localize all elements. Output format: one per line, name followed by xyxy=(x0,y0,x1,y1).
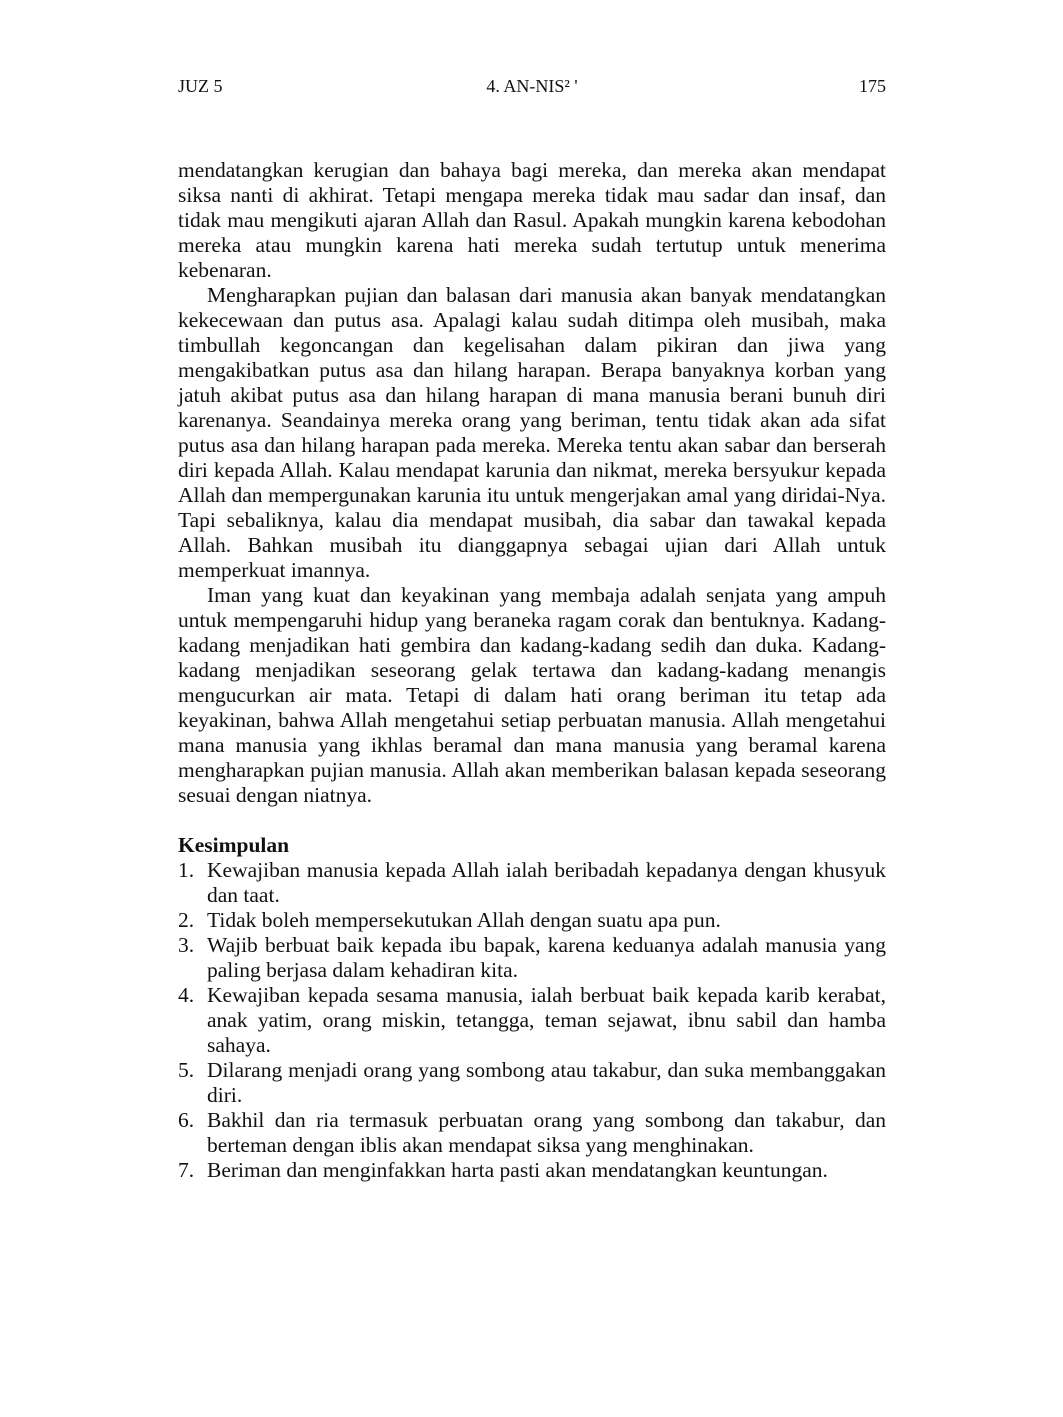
conclusion-list xyxy=(178,858,886,1183)
item-number: 2. xyxy=(178,908,195,932)
item-number: 6. xyxy=(178,1108,195,1132)
chapter-title: 4. AN-NIS² ' xyxy=(486,76,578,96)
item-text: Wajib berbuat baik kepada ibu bapak, karena keduanya adalah manusia yang paling berjasa dalam kehadiran kita. xyxy=(207,933,886,982)
item-text: Tidak boleh mempersekutukan Allah dengan suatu apa pun. xyxy=(207,908,721,932)
item-text: Kewajiban kepada sesama manusia, ialah berbuat baik kepada karib kerabat, anak yatim, orang miskin, tetangga, teman sejawat, ibnu sabil dan hamba sahaya. xyxy=(207,983,886,1057)
conclusion-item xyxy=(178,1058,886,1108)
conclusion-item xyxy=(178,1158,886,1183)
conclusion-item xyxy=(178,1108,886,1158)
page-number: 175 xyxy=(859,76,886,96)
item-text: Kewajiban manusia kepada Allah ialah beribadah kepadanya dengan khusyuk dan taat. xyxy=(207,858,886,907)
item-number: 7. xyxy=(178,1158,195,1182)
conclusion-heading: Kesimpulan xyxy=(178,833,290,857)
item-text: Bakhil dan ria termasuk perbuatan orang yang sombong dan takabur, dan berteman dengan iblis akan mendapat siksa yang menghinakan. xyxy=(207,1108,886,1157)
paragraph-3: Iman yang kuat dan keyakinan yang membaja adalah senjata yang ampuh untuk mempengaruhi hidup yang beraneka ragam corak dan bentuknya. Kadang-kadang menjadikan hati gembira dan kadang-kadang sedih dan duka. Kadang-kadang menjadikan seseorang gelak tertawa dan kadang-kadang menangis mengucurkan air mata. Tetapi di dalam hati orang beriman itu tetap ada keyakinan, bahwa Allah mengetahui setiap perbuatan manusia. Allah mengetahui mana manusia yang ikhlas beramal dan mana manusia yang beramal karena mengharapkan pujian manusia. Allah akan memberikan balasan kepada seseorang sesuai dengan niatnya. xyxy=(178,583,886,807)
conclusion-item xyxy=(178,933,886,983)
item-number: 5. xyxy=(178,1058,195,1082)
item-number: 1. xyxy=(178,858,195,882)
item-number: 3. xyxy=(178,933,195,957)
item-number: 4. xyxy=(178,983,195,1007)
item-text: Dilarang menjadi orang yang sombong atau takabur, dan suka membanggakan diri. xyxy=(207,1058,886,1107)
conclusion-item xyxy=(178,908,886,933)
paragraph-1: mendatangkan kerugian dan bahaya bagi mereka, dan mereka akan mendapat siksa nanti di akhirat. Tetapi mengapa mereka tidak mau sadar dan insaf, dan tidak mau mengikuti ajaran Allah dan Rasul. Apakah mungkin karena kebodohan mereka atau mungkin karena hati mereka sudah tertutup untuk menerima kebenaran. xyxy=(178,158,886,282)
paragraph-2: Mengharapkan pujian dan balasan dari manusia akan banyak mendatangkan kekecewaan dan putus asa. Apalagi kalau sudah ditimpa oleh musibah, maka timbullah kegoncangan dan kegelisahan dalam pikiran dan jiwa yang mengakibatkan putus asa dan hilang harapan. Berapa banyaknya korban yang jatuh akibat putus asa dan hilang harapan di mana manusia berani bunuh diri karenanya. Seandainya mereka orang yang beriman, tentu tidak akan ada sifat putus asa dan hilang harapan pada mereka. Mereka tentu akan sabar dan berserah diri kepada Allah. Kalau mendapat karunia dan nikmat, mereka bersyukur kepada Allah dan mempergunakan karunia itu untuk mengerjakan amal yang diridai-Nya. Tapi sebaliknya, kalau dia mendapat musibah, dia sabar dan tawakal kepada Allah. Bahkan musibah itu dianggapnya sebagai ujian dari Allah untuk memperkuat imannya. xyxy=(178,283,886,582)
page-body xyxy=(178,158,886,1183)
item-text: Beriman dan menginfakkan harta pasti akan mendatangkan keuntungan. xyxy=(207,1158,828,1182)
page-header xyxy=(178,74,886,98)
conclusion-item xyxy=(178,983,886,1058)
juz-label: JUZ 5 xyxy=(178,76,223,96)
conclusion-item xyxy=(178,858,886,908)
